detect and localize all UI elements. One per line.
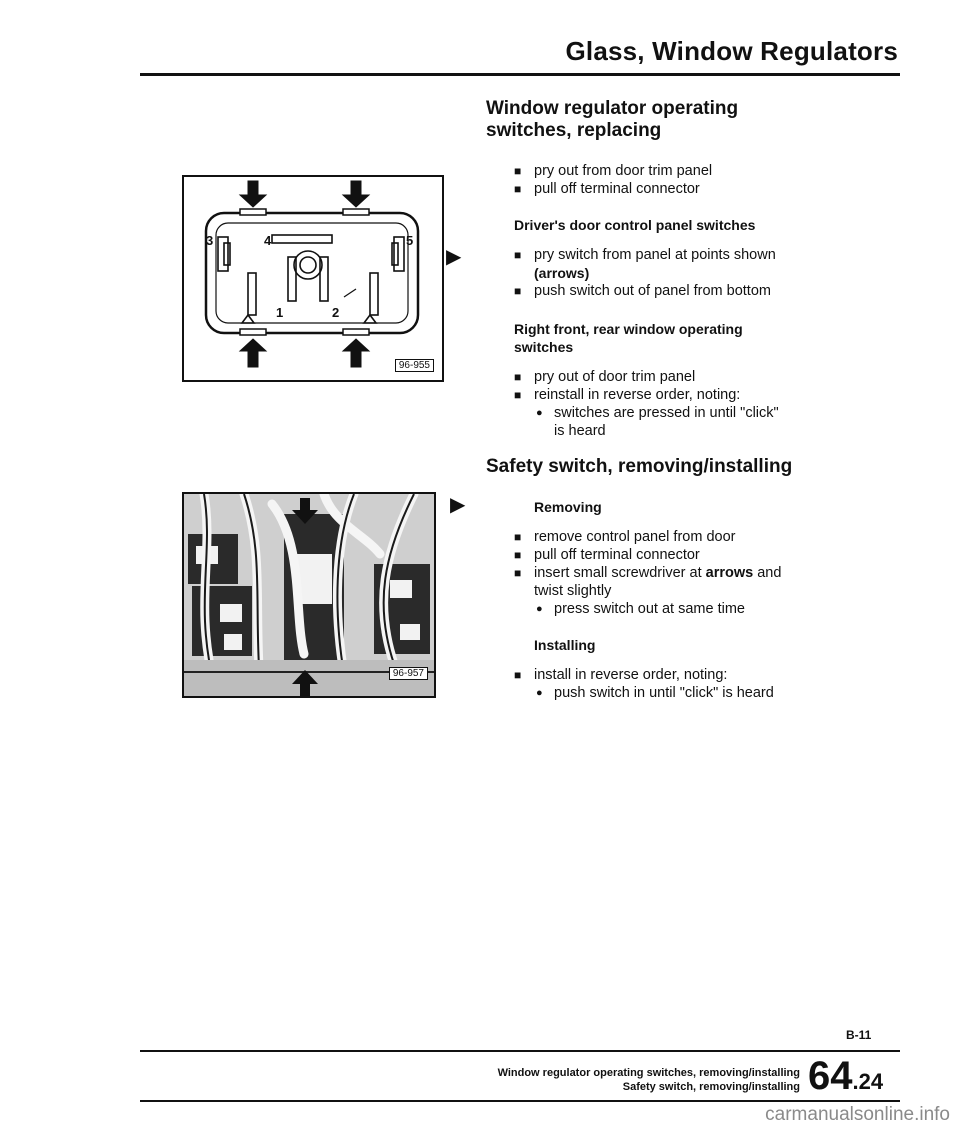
arrow-up-left <box>240 329 266 367</box>
dot-switches-pressed-cont: is heard <box>554 423 606 439</box>
page-id: B-11 <box>846 1028 872 1042</box>
bullet-insert-arrows: arrows <box>705 565 754 581</box>
terminal-number-2: 2 <box>332 305 340 320</box>
footer-rule-bottom <box>140 1100 900 1102</box>
figure-safety-switch-photo <box>182 492 436 698</box>
footer-ref-line-2: Safety switch, removing/installing <box>622 1081 800 1093</box>
dot-press-switch-out: ● press switch out at same time <box>514 600 844 618</box>
terminal-number-4: 4 <box>264 233 272 248</box>
subhead-removing: Removing <box>534 499 602 515</box>
arrow-down-left <box>240 181 266 215</box>
section-1-body <box>514 162 844 440</box>
bullet-pull-terminal: ■ pull off terminal connector <box>514 546 844 564</box>
switch-diagram-drawing <box>184 177 442 380</box>
bullet-insert-text-2: and <box>753 565 782 581</box>
figure-switch-diagram <box>182 175 444 382</box>
arrow-down-right <box>343 181 369 215</box>
bullet-push-switch-out: ■ push switch out of panel from bottom <box>514 282 844 300</box>
bullet-insert-cont: twist slightly <box>534 583 612 599</box>
watermark-text: carmanualsonline.info <box>765 1104 950 1125</box>
bullet-install-reverse: ■ install in reverse order, noting: <box>514 666 844 684</box>
footer-ref-line-1: Window regulator operating switches, removing/installing <box>497 1067 800 1079</box>
terminal-number-3: 3 <box>206 233 214 248</box>
figure-2-label: 96-957 <box>389 667 428 680</box>
subhead-right-line-1: Right front, rear window operating <box>514 321 743 337</box>
repair-group-code <box>808 1054 883 1098</box>
terminal-number-1: 1 <box>276 305 284 320</box>
bullet-insert-text-1: insert small screwdriver at <box>534 565 706 581</box>
section-title-line-2: switches, replacing <box>486 120 662 141</box>
pointer-arrow-figure-1: ▶ <box>446 246 462 268</box>
bullet-pry-switch: ■ pry switch from panel at points shown <box>514 246 844 264</box>
bullet-pry-out-trim: ■ pry out from door trim panel <box>514 162 844 180</box>
section-title-line-1: Window regulator operating <box>486 98 739 119</box>
dot-switches-pressed: ● switches are pressed in until "click" <box>514 404 844 422</box>
safety-switch-photo-drawing <box>184 494 434 696</box>
pointer-arrow-figure-2: ▶ <box>450 494 466 516</box>
bullet-reinstall: ■ reinstall in reverse order, noting: <box>514 386 844 404</box>
footer-rule-top <box>140 1050 900 1052</box>
section-2-body <box>514 498 844 702</box>
section-title-window-switches <box>486 98 738 142</box>
subhead-right-line-2: switches <box>514 339 574 355</box>
repair-group-sub: .24 <box>852 1069 884 1094</box>
page-header-title: Glass, Window Regulators <box>565 36 898 66</box>
terminal-number-5: 5 <box>406 233 414 248</box>
dot-push-switch-in: ● push switch in until "click" is heard <box>514 684 844 702</box>
subhead-right-front-rear <box>514 320 844 356</box>
bullet-remove-panel: ■ remove control panel from door <box>514 528 844 546</box>
bullet-pull-connector: ■ pull off terminal connector <box>514 180 844 198</box>
bullet-pry-out-door-trim: ■ pry out of door trim panel <box>514 368 844 386</box>
header-rule <box>140 73 900 76</box>
subhead-installing: Installing <box>534 637 596 653</box>
subhead-driver-switches: Driver's door control panel switches <box>514 217 756 233</box>
section-title-safety-switch: Safety switch, removing/installing <box>486 456 793 477</box>
repair-group-main: 64 <box>808 1054 853 1098</box>
bullet-insert-screwdriver <box>514 564 844 582</box>
note-arrows: (arrows) <box>534 265 590 281</box>
footer-reference <box>440 1066 800 1094</box>
figure-1-label: 96-955 <box>395 359 434 372</box>
arrow-up-right <box>343 329 369 367</box>
